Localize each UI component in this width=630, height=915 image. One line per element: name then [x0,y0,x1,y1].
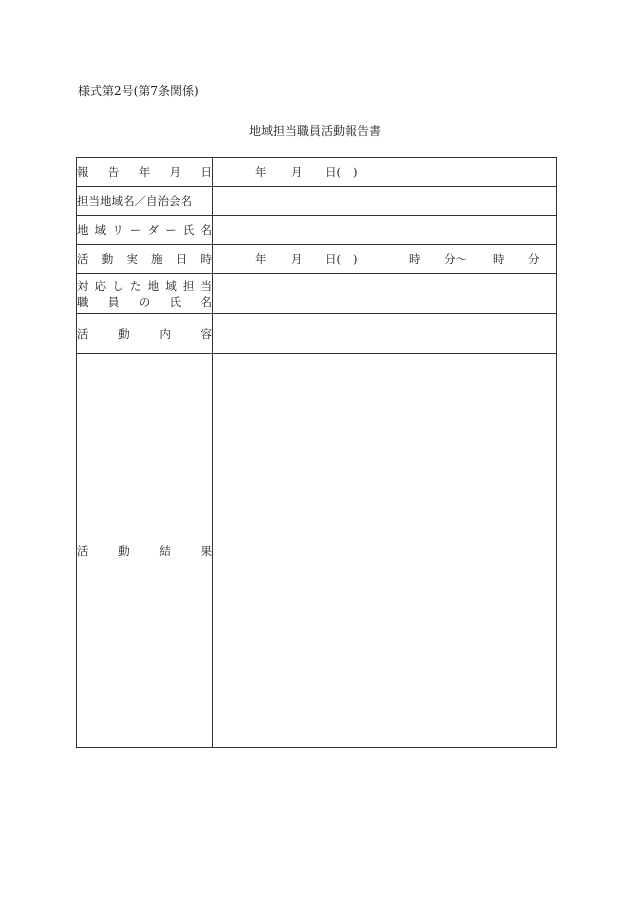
label-char: 実 [126,252,138,266]
label-char: 月 [169,165,182,179]
label-activity-content [77,314,213,354]
label-activity-datetime [77,245,213,274]
label-char: 地 [77,223,89,237]
label-char: 氏 [169,294,182,309]
label-staff-name-line1 [77,278,212,294]
label-char: 地 [147,278,160,293]
report-date-month: 月 [291,165,303,179]
label-char: 氏 [182,223,195,237]
label-char: 名 [200,223,212,237]
row-leader-name [77,216,557,245]
report-date-weekday-close: ) [353,165,358,179]
label-char: 日 [200,165,212,179]
row-activity-datetime [77,245,557,274]
report-date-day: 日( [325,165,341,179]
label-char: 果 [200,543,212,558]
field-activity-datetime[interactable] [213,245,557,274]
row-area-name [77,187,557,216]
report-form-table [76,157,557,748]
label-char: ー [129,223,142,237]
label-char: 当 [200,278,212,293]
activity-date-weekday-close: ) [353,252,358,266]
label-report-date-text [77,164,212,180]
row-report-date [77,158,557,187]
activity-date-month: 月 [291,252,303,266]
form-number: 様式第2号(第7条関係) [78,84,199,98]
label-char: 活 [77,326,89,341]
label-char: 名 [200,294,212,309]
activity-date-year: 年 [255,252,267,266]
label-char: し [112,278,124,293]
report-date-year: 年 [255,165,267,179]
label-char: 内 [159,326,171,341]
label-char: 報 [77,165,89,179]
label-char: 告 [107,165,120,179]
label-char: 域 [165,278,177,293]
activity-time-hour-start: 時 [409,252,421,266]
activity-time-hour-end: 時 [493,252,505,266]
field-report-date[interactable] [213,158,557,187]
document-title: 地域担当職員活動報告書 [248,124,381,138]
activity-time-minute-end: 分 [528,252,540,266]
activity-date-day: 日( [325,252,341,266]
label-char: 施 [151,252,163,266]
label-char: ダ [147,223,160,237]
label-activity-result-text [77,543,212,559]
label-char: 結 [159,543,171,558]
label-char: ー [165,223,177,237]
row-activity-result [77,354,557,748]
label-char: 職 [77,294,89,309]
activity-time-minute-start: 分〜 [444,252,467,266]
label-char: 動 [118,543,130,558]
label-char: 員 [107,294,120,309]
label-char: リ [112,223,124,237]
label-activity-result [77,354,213,748]
field-leader-name[interactable] [213,216,557,245]
label-char: 日 [175,252,188,266]
label-activity-datetime-text [77,251,212,267]
label-staff-name-line2 [77,294,212,310]
label-char: 年 [138,165,151,179]
label-char: 応 [94,278,107,293]
field-area-name[interactable] [213,187,557,216]
label-char: 対 [77,278,89,293]
label-char: の [138,294,151,309]
label-char: 活 [77,543,89,558]
label-leader-name-text [77,222,212,238]
label-char: 容 [200,326,212,341]
label-activity-content-text [77,326,212,342]
row-activity-content [77,314,557,354]
field-staff-name[interactable] [213,274,557,314]
label-char: 域 [94,223,107,237]
label-char: 活 [77,252,89,266]
field-activity-result[interactable] [213,354,557,748]
label-report-date [77,158,213,187]
field-activity-content[interactable] [213,314,557,354]
label-char: 時 [200,252,212,266]
label-char: 動 [118,326,130,341]
label-area-name-text [77,193,212,209]
label-leader-name [77,216,213,245]
label-char: 担 [182,278,195,293]
label-area-name [77,187,213,216]
label-char: 担当地域名／自治会名 [77,194,192,208]
label-char: た [129,278,142,293]
label-char: 動 [101,252,114,266]
label-staff-name [77,274,213,314]
row-staff-name [77,274,557,314]
